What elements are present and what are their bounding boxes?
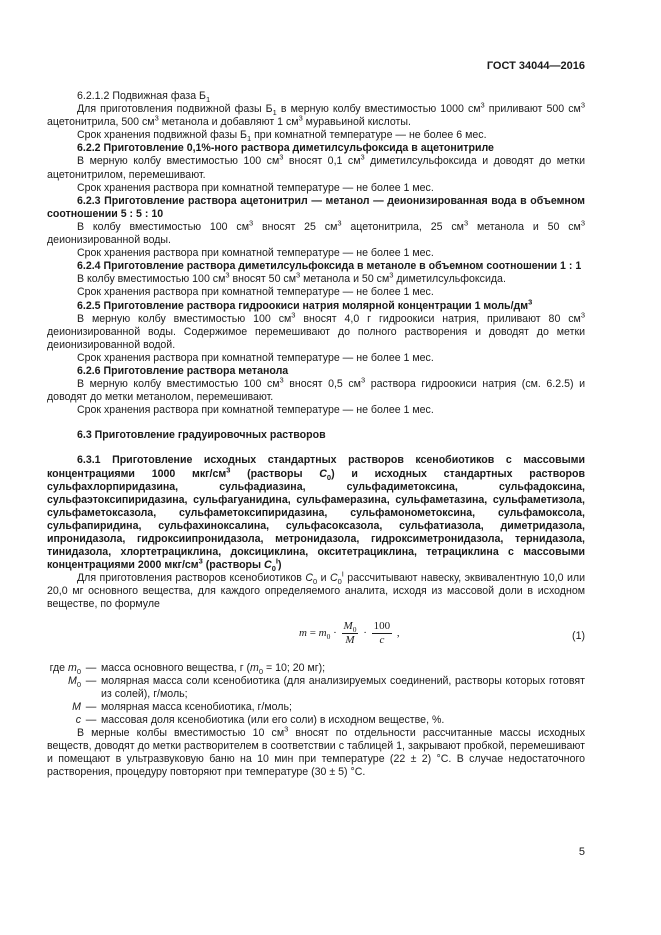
definition-dash: —: [85, 713, 97, 726]
section-heading: 6.2.4 Приготовление раствора диметилсульфоксида в метаноле в объемном соотношении 1 : 1: [77, 260, 582, 273]
section-heading: 6.2.6 Приготовление раствора метанола: [77, 364, 289, 377]
formula-m0-sub: 0: [326, 631, 331, 641]
formula-1: [47, 614, 585, 660]
paragraph: Срок хранения раствора при комнатной температуре — не более 1 мес.: [77, 404, 434, 417]
definition-dash: —: [85, 700, 97, 713]
frac1-num: M: [343, 619, 353, 632]
section-heading: 6.2.3 Приготовление раствора ацетонитрил — метанол — деионизированная вода в объемном соотношении 5 : 5 : 10: [47, 194, 585, 220]
frac1-den: M: [345, 633, 355, 646]
definition-item: [47, 662, 585, 675]
definition-symbol: c: [75, 713, 81, 726]
formula-lhs: m: [299, 626, 307, 639]
definition-symbol: где $m_0$: [49, 661, 81, 676]
paragraph: Для приготовления подвижной фазы $Б_1$ в мерную колбу вместимостью 1000 $см^3$ приливают 500 $см^3$ ацетонитрила, 500 $см^3$ метанола и добавляют 1 $см^3$ муравьиной кислоты.: [47, 100, 585, 129]
definition-symbol: M: [72, 700, 81, 713]
document-body: [47, 90, 585, 779]
formula-dot-2: ·: [363, 626, 367, 639]
frac2-num: 100: [373, 619, 391, 632]
paragraph: В мерную колбу вместимостью 100 $см^3$ вносят 0,5 $см^3$ раствора гидроокиси натрия (см. 6.2.5) и доводят до метки метанолом, перемешивают.: [47, 375, 585, 404]
definition-list: [47, 662, 585, 727]
paragraph: Срок хранения подвижной фазы $Б_1$ при комнатной температуре — не более 6 мес.: [77, 129, 487, 144]
section-heading: 6.3.1 Приготовление исходных стандартных растворов ксенобиотиков с массовыми концентрациями 1000 мкг/$см^3$ (растворы $С_0$) и исходных стандартных растворов сульфахлорпиридазина, сульфадиазина, сульфадиметоксина, сульфадоксина, сульфаэтоксипиридазина, сульфагуанидина, сульфамеразина, сульфаметазина, сульфаметизола, сульфаметоксазола, сульфаметоксипиридазина, сульфамонометоксина, сульфамоксола, сульфапиридина, сульфахиноксалина, сульфасоксазола, сульфатиазола, диметридазола, ипронидазола, гидроксиипронидазола, метронидазола, гидроксиметронидазола, тернидазола, тинидазола, хлортетрациклина, доксициклина, окситетрациклина, тетрациклина с массовыми концентрациями 2000 мкг/$см^3$ (растворы $С_0^I$): [47, 454, 585, 574]
section-heading: 6.2.5 Приготовление раствора гидроокиси натрия молярной концентрации 1 моль/$дм^3$: [77, 296, 533, 312]
section-heading: 6.2.2 Приготовление 0,1%-ного раствора диметилсульфоксида в ацетонитриле: [77, 142, 494, 155]
frac2-den: c: [379, 633, 385, 646]
paragraph: 6.2.1.2 Подвижная фаза $Б_1$: [77, 90, 211, 105]
paragraph: В колбу вместимостью 100 $см^3$ вносят 50 $см^3$ метанола и 50 $см^3$ диметилсульфоксида.: [77, 270, 506, 286]
definition-text: молярная масса соли ксенобиотика (для анализируемых соединений, растворы которых готовят из солей), г/моль;: [101, 674, 585, 700]
definition-dash: —: [85, 661, 97, 674]
definition-symbol: $M_0$: [68, 674, 81, 689]
paragraph-list: [47, 90, 585, 612]
formula-comma: ,: [396, 626, 400, 639]
definition-dash: —: [85, 674, 97, 687]
document-page: [47, 0, 585, 935]
paragraph: Срок хранения раствора при комнатной температуре — не более 1 мес.: [77, 286, 434, 299]
paragraph: Срок хранения раствора при комнатной температуре — не более 1 мес.: [77, 351, 434, 364]
section-heading: 6.3 Приготовление градуировочных растворов: [77, 429, 326, 442]
formula-fraction-1: [342, 620, 359, 647]
formula-equals: =: [309, 626, 316, 639]
paragraph: В мерную колбу вместимостью 100 $см^3$ вносят 4,0 г гидроокиси натрия, приливают 80 $см^3$ деионизированной воды. Содержимое перемешивают до полного растворения и доводят до метки деионизированной водой.: [47, 310, 585, 351]
page-number: 5: [578, 846, 585, 858]
definition-text: молярная масса ксенобиотика, г/моль;: [101, 700, 292, 713]
definition-text: массовая доля ксенобиотика (или его соли) в исходном веществе, %.: [101, 713, 445, 726]
paragraph: Срок хранения раствора при комнатной температуре — не более 1 мес.: [77, 181, 434, 194]
formula-number: (1): [572, 629, 585, 642]
final-paragraph: В мерные колбы вместимостью 10 $см^3$ вносят по отдельности рассчитанные массы исходных веществ, доводят до метки растворителем в соответствии с таблицей 1, закрывают пробкой, перемешивают и помещают в ультразвуковую баню на 10 мин при температуре (22 ± 2) °С. В случае недостаточного растворения, процедуру повторяют при температуре (30 ± 5) °С.: [47, 724, 585, 779]
paragraph: В мерную колбу вместимостью 100 $см^3$ вносят 0,1 $см^3$ диметилсульфоксида и доводят до метки ацетонитрилом, перемешивают.: [47, 152, 585, 181]
formula-m0: m: [318, 626, 327, 639]
frac1-num-sub: 0: [352, 624, 357, 634]
paragraph: Для приготовления растворов ксенобиотиков $С_0$ и $С_0^I$ рассчитывают навеску, эквивалентную 10,0 или 20,0 мг основного вещества, для каждого определяемого аналита, исходя из массовой доли в исходном веществе, по формуле: [47, 569, 585, 611]
standard-header: ГОСТ 34044—2016: [486, 60, 585, 72]
paragraph: В колбу вместимостью 100 $см^3$ вносят 25 $см^3$ ацетонитрила, 25 $см^3$ метанола и 50 $см^3$ деионизированной воды.: [47, 218, 586, 247]
paragraph: Срок хранения раствора при комнатной температуре — не более 1 мес.: [77, 247, 434, 260]
definition-item: [47, 701, 585, 714]
definition-item: [47, 675, 585, 701]
formula-expression: [299, 620, 400, 647]
formula-fraction-2: [372, 620, 393, 647]
definition-text: масса основного вещества, г ($m_0 = 10$; 20 мг);: [101, 661, 326, 676]
definition-item: [47, 714, 585, 727]
formula-dot-1: ·: [333, 626, 337, 639]
